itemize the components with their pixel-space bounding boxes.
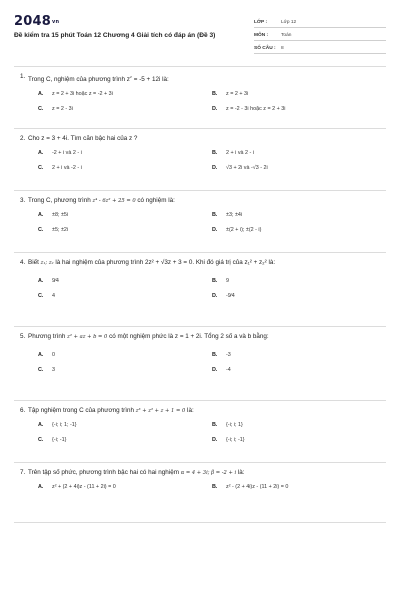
question-text — [28, 73, 386, 85]
question-7 — [14, 463, 386, 523]
answer-option-d[interactable] — [212, 165, 386, 172]
option-letter: B. — [212, 149, 218, 156]
question-formula: z³ + z² + z + 1 = 0 — [135, 408, 186, 414]
question-list — [14, 67, 386, 523]
question-line — [14, 259, 386, 268]
question-number: 7. — [20, 469, 26, 476]
option-text: ±5; ±2i — [52, 226, 69, 233]
answer-option-c[interactable] — [38, 437, 212, 444]
document-title: Đề kiểm tra 15 phút Toán 12 Chương 4 Giải tích có đáp án (Đề 3) — [14, 32, 216, 39]
option-letter: A. — [38, 149, 44, 156]
question-line — [14, 469, 386, 478]
question-6 — [14, 401, 386, 463]
question-text-part: là: — [185, 407, 194, 414]
question-formula: z — [129, 74, 133, 79]
answer-options — [38, 212, 386, 234]
answer-option-b[interactable] — [212, 91, 386, 98]
question-line — [14, 73, 386, 85]
question-formula: z⁴ - 6z² + 25 = 0 — [92, 198, 136, 204]
meta-label: LỚP : — [254, 20, 268, 25]
option-text: z² + (2 + 4i)z - (11 + 2i) = 0 — [52, 483, 116, 490]
question-1 — [14, 67, 386, 129]
question-text-part: = -5 + 12i là: — [132, 76, 169, 84]
question-text-part: Tập nghiệm trong C của phương trình — [28, 407, 136, 414]
answer-options — [38, 91, 386, 113]
option-letter: A. — [38, 421, 44, 428]
question-number: 4. — [20, 259, 26, 266]
question-text-part: là: — [236, 469, 245, 476]
answer-option-a[interactable] — [38, 91, 212, 98]
answer-option-d[interactable] — [212, 437, 386, 444]
answer-option-d[interactable] — [212, 367, 386, 374]
option-letter: B. — [212, 483, 218, 490]
logo-text: 2048 — [14, 14, 51, 29]
question-text-part: là hai nghiệm của phương trình 2z² + √3z + 3 = 0. Khi đó giá trị của z₁² + z₂² là: — [53, 259, 276, 266]
option-letter: C. — [38, 226, 44, 233]
question-text-part: Biết — [28, 259, 41, 266]
answer-options — [38, 422, 386, 444]
answer-option-a[interactable] — [38, 422, 212, 429]
option-text: ±8; ±5i — [52, 211, 69, 218]
question-number: 5. — [20, 333, 26, 340]
question-4 — [14, 253, 386, 327]
answer-option-a[interactable] — [38, 484, 212, 491]
option-text: -4 — [226, 366, 231, 373]
option-text: -3 — [226, 351, 231, 358]
meta-label: MÔN : — [254, 33, 269, 38]
option-letter: D. — [212, 366, 218, 373]
logo-suffix: vn — [51, 18, 60, 25]
answer-options — [38, 278, 386, 300]
option-text: -2 + i và 2 - i — [52, 149, 82, 156]
option-text: {-i; -1} — [52, 436, 67, 443]
option-letter: D. — [212, 164, 218, 171]
question-text — [28, 197, 386, 206]
option-text: {-i; i; -1} — [226, 436, 245, 443]
meta-label: SỐ CÂU : — [254, 46, 276, 51]
answer-options — [38, 352, 386, 374]
question-number: 1. — [20, 73, 26, 80]
answer-option-d[interactable] — [212, 106, 386, 113]
option-letter: C. — [38, 105, 44, 112]
meta-value: Toán — [281, 33, 292, 38]
question-5 — [14, 327, 386, 401]
question-number: 2. — [20, 135, 26, 142]
question-text-part: có nghiệm là: — [135, 197, 175, 204]
question-line — [14, 333, 386, 342]
option-text: 9 — [226, 277, 229, 284]
question-text — [28, 469, 386, 478]
option-letter: A. — [38, 483, 44, 490]
site-logo[interactable] — [14, 14, 249, 29]
answer-option-a[interactable] — [38, 212, 212, 219]
question-text — [28, 407, 386, 416]
option-text: ±3; ±4i — [226, 211, 243, 218]
question-text-part: Trong C, phương trình — [28, 197, 93, 204]
option-text: {-i; i; 1} — [226, 421, 243, 428]
option-letter: A. — [38, 211, 44, 218]
question-text-part: Phương trình — [28, 333, 68, 340]
question-text-part: Cho z = 3 + 4i. Tìm căn bậc hai của z ? — [28, 135, 138, 142]
option-text: z = 2 + 3i hoặc z = -2 + 3i — [52, 90, 113, 97]
answer-option-c[interactable] — [38, 293, 212, 300]
question-2 — [14, 129, 386, 191]
header-left — [14, 14, 249, 41]
answer-option-b[interactable] — [212, 422, 386, 429]
question-text — [28, 259, 386, 268]
answer-option-c[interactable] — [38, 106, 212, 113]
question-number: 3. — [20, 197, 26, 204]
option-text: 4 — [52, 292, 55, 299]
answer-option-a[interactable] — [38, 150, 212, 157]
option-text: 0 — [52, 351, 55, 358]
question-formula: z² + az + b = 0 — [67, 334, 108, 340]
answer-option-c[interactable] — [38, 165, 212, 172]
option-text: √3 + 2i và -√3 - 2i — [226, 164, 268, 171]
meta-value: Lớp 12 — [281, 20, 297, 25]
answer-option-b[interactable] — [212, 352, 386, 359]
question-line — [14, 135, 386, 144]
question-text-part: có một nghiệm phức là z = 1 + 2i. Tổng 2 số a và b bằng: — [107, 333, 269, 340]
option-text: z² - (2 + 4i)z - (11 + 2i) = 0 — [226, 483, 289, 490]
answer-option-b[interactable] — [212, 150, 386, 157]
question-text — [28, 135, 386, 144]
option-letter: C. — [38, 164, 44, 171]
answer-option-b[interactable] — [212, 212, 386, 219]
answer-option-c[interactable] — [38, 227, 212, 234]
option-letter: C. — [38, 436, 44, 443]
option-text: 2 + i và 2 - i — [226, 149, 255, 156]
question-formula: α = 4 + 3i; β = -2 + i — [180, 470, 237, 476]
option-letter: C. — [38, 366, 44, 373]
option-letter: D. — [212, 292, 218, 299]
question-text-part: Trên tập số phức, phương trình bậc hai có hai nghiệm — [28, 469, 181, 476]
option-letter: D. — [212, 105, 218, 112]
option-letter: A. — [38, 351, 44, 358]
meta-row-class — [254, 16, 386, 28]
answer-options — [38, 150, 386, 172]
option-letter: A. — [38, 90, 44, 97]
option-letter: C. — [38, 292, 44, 299]
document-header — [14, 14, 386, 55]
question-text-part: Trong C, nghiệm của phương trình z — [28, 76, 130, 84]
option-text: z = -2 - 3i hoặc z = 2 + 3i — [226, 105, 286, 112]
option-letter: D. — [212, 226, 218, 233]
option-text: 2 + i và -2 - i — [52, 164, 82, 171]
answer-option-a[interactable] — [38, 278, 212, 285]
answer-option-d[interactable] — [212, 227, 386, 234]
answer-option-c[interactable] — [38, 367, 212, 374]
question-line — [14, 407, 386, 416]
option-text: ±(2 + i); ±(2 - i) — [226, 226, 262, 233]
option-letter: B. — [212, 90, 218, 97]
option-letter: B. — [212, 421, 218, 428]
option-text: 3 — [52, 366, 55, 373]
option-letter: D. — [212, 436, 218, 443]
meta-value: 8 — [281, 46, 284, 51]
option-text: -9⁄4 — [226, 292, 235, 299]
option-text: 9⁄4 — [52, 277, 59, 284]
option-text: {-i; i; 1; -1} — [52, 421, 77, 428]
meta-row-subject — [254, 29, 386, 41]
question-3 — [14, 191, 386, 253]
answer-option-b[interactable] — [212, 278, 386, 285]
option-letter: B. — [212, 277, 218, 284]
option-letter: B. — [212, 351, 218, 358]
answer-option-a[interactable] — [38, 352, 212, 359]
answer-options — [38, 484, 386, 491]
answer-option-d[interactable] — [212, 293, 386, 300]
meta-table — [254, 16, 386, 55]
answer-option-b[interactable] — [212, 484, 386, 491]
option-text: z = 2 - 3i — [52, 105, 73, 112]
question-text — [28, 333, 386, 342]
option-text: z = 2 + 3i — [226, 90, 249, 97]
question-formula: z₁; z₂ — [40, 260, 54, 266]
question-line — [14, 197, 386, 206]
option-letter: A. — [38, 277, 44, 284]
option-letter: B. — [212, 211, 218, 218]
question-number: 6. — [20, 407, 26, 414]
meta-row-count — [254, 42, 386, 54]
